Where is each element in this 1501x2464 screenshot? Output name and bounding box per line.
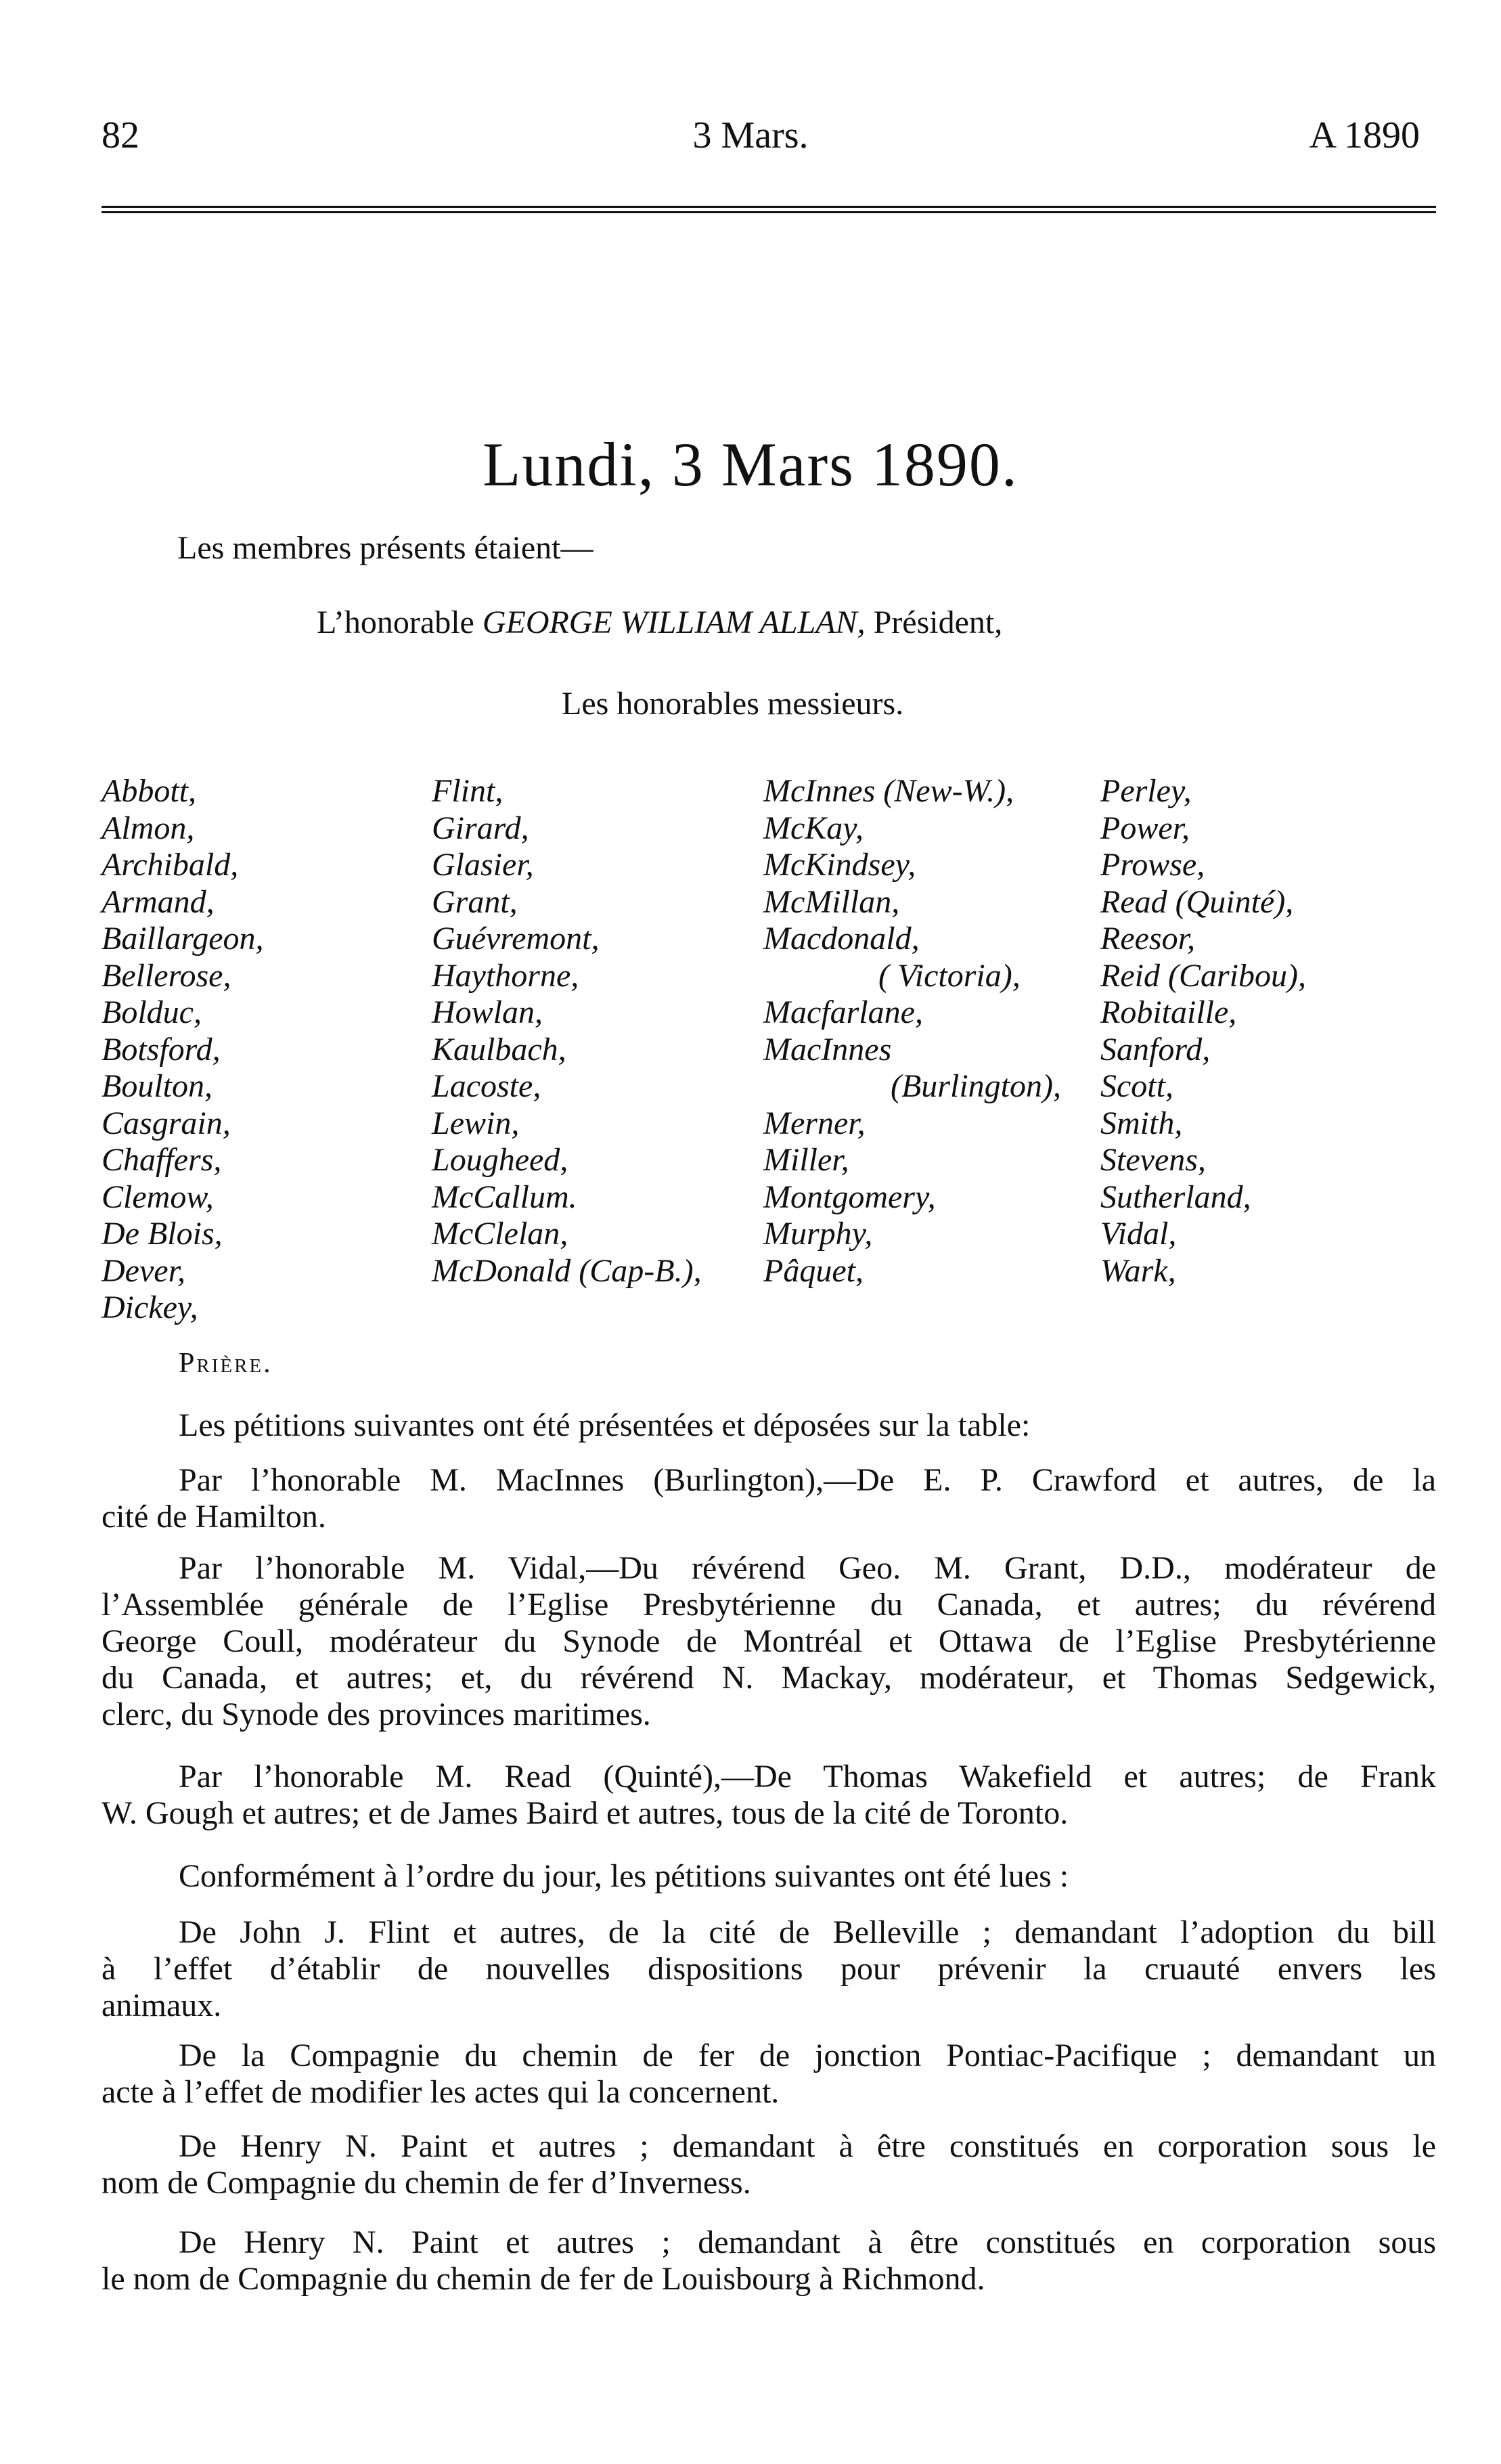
member-name: Reesor, [1100, 921, 1195, 956]
priere-heading: Prière. [179, 1348, 273, 1379]
member-name: Power, [1100, 810, 1190, 846]
member-name: Robitaille, [1100, 994, 1237, 1030]
member-name: Montgomery, [763, 1179, 936, 1215]
paragraph-line: animaux. [102, 1987, 222, 2023]
member-name: Read (Quinté), [1100, 883, 1294, 920]
members-intro: Les membres présents étaient— [177, 530, 593, 566]
member-name: Dickey, [102, 1290, 198, 1325]
member-name: MacInnes [763, 1031, 892, 1068]
member-name: Bellerose, [102, 957, 231, 994]
member-name: Vidal, [1100, 1216, 1177, 1252]
session-title: Lundi, 3 Mars 1890. [483, 430, 1018, 499]
paragraph-petition-louisbourg [102, 2224, 1436, 2297]
paragraph-line: clerc, du Synode des provinces maritimes. [102, 1696, 651, 1732]
paragraph-line: nom de Compagnie du chemin de fer d’Inverness. [102, 2165, 751, 2201]
member-name: McKay, [763, 810, 864, 846]
member-name: Baillargeon, [102, 921, 264, 956]
member-name: Scott, [1100, 1068, 1173, 1104]
member-name: Clemow, [102, 1179, 214, 1215]
member-name: Sutherland, [1100, 1179, 1251, 1215]
honorables-heading: Les honorables messieurs. [562, 686, 904, 722]
member-name: McMillan, [763, 883, 900, 920]
member-name: Pâquet, [763, 1252, 864, 1289]
member-name: Glasier, [432, 847, 534, 883]
member-name: Wark, [1100, 1252, 1176, 1289]
paragraph-line: George Coull, modérateur du Synode de Montréal et Ottawa de l’Eglise Presbytérienne [102, 1623, 1436, 1659]
member-name: McKindsey, [763, 847, 916, 883]
member-name: Lacoste, [432, 1068, 541, 1104]
paragraph-line: acte à l’effet de modifier les actes qui la concernent. [102, 2074, 780, 2110]
page-header-year: A 1890 [1309, 114, 1420, 156]
member-name: Merner, [763, 1105, 866, 1141]
member-name: Perley, [1100, 773, 1192, 809]
member-name: Smith, [1100, 1105, 1183, 1141]
member-name: Haythorne, [432, 957, 579, 994]
paragraph-line: De Henry N. Paint et autres ; demandant à être constitués en corporation sous le [179, 2128, 1436, 2164]
member-name: Casgrain, [102, 1105, 231, 1141]
header-rule-top [102, 206, 1436, 208]
member-name: Bolduc, [102, 994, 202, 1030]
member-name: Sanford, [1100, 1031, 1211, 1068]
president-prefix: L’honorable [317, 604, 474, 640]
paragraph-line: à l’effet d’établir de nouvelles dispositions pour prévenir la cruauté envers les [102, 1951, 1436, 1987]
paragraph-petition-inverness [102, 2128, 1436, 2201]
member-name: Guévremont, [432, 921, 600, 956]
member-name: McInnes (New-W.), [763, 773, 1014, 809]
member-name: Macdonald, [763, 921, 920, 956]
member-name: ( Victoria), [878, 957, 1021, 994]
member-name: Girard, [432, 810, 529, 846]
members-column-2 [432, 773, 702, 1290]
paragraph-petition-read [102, 1759, 1436, 1832]
member-name: Armand, [102, 883, 215, 920]
member-name: Kaulbach, [432, 1031, 566, 1068]
member-name: McCallum. [432, 1179, 577, 1215]
paragraph-petition-macinnes [102, 1462, 1436, 1535]
paragraph-line: le nom de Compagnie du chemin de fer de Louisbourg à Richmond. [102, 2261, 985, 2297]
member-name: Reid (Caribou), [1100, 957, 1306, 994]
member-name: Archibald, [102, 847, 239, 883]
member-name: Almon, [102, 810, 195, 846]
member-name: Dever, [102, 1252, 185, 1289]
paragraph-line: Par l’honorable M. Vidal,—Du révérend Geo. M. Grant, D.D., modérateur de [179, 1550, 1436, 1586]
president-line [317, 604, 1003, 640]
paragraph-line: cité de Hamilton. [102, 1499, 326, 1535]
member-name: Lewin, [432, 1105, 520, 1141]
paragraph-petition-flint [102, 1914, 1436, 2024]
paragraph-petition-pontiac [102, 2038, 1436, 2111]
president-role: Président, [873, 604, 1003, 640]
petitions-intro: Les pétitions suivantes ont été présentées et déposées sur la table: [179, 1407, 1031, 1443]
members-column-1 [102, 773, 264, 1327]
ordre-du-jour-line: Conformément à l’ordre du jour, les pétitions suivantes ont été lues : [179, 1858, 1069, 1894]
paragraph-line: W. Gough et autres; et de James Baird et autres, tous de la cité de Toronto. [102, 1795, 1069, 1831]
member-name: Murphy, [763, 1216, 873, 1252]
members-column-4 [1100, 773, 1306, 1290]
member-name: Macfarlane, [763, 994, 923, 1030]
member-name: Grant, [432, 883, 518, 920]
paragraph-line: du Canada, et autres; et, du révérend N. Mackay, modérateur, et Thomas Sedgewick, [102, 1660, 1436, 1696]
member-name: Lougheed, [432, 1142, 568, 1178]
member-name: Stevens, [1100, 1142, 1206, 1178]
page-header-date: 3 Mars. [692, 114, 809, 156]
member-name: Chaffers, [102, 1142, 222, 1178]
member-name: Boulton, [102, 1068, 212, 1104]
member-name: Flint, [432, 773, 503, 809]
paragraph-line: Par l’honorable M. MacInnes (Burlington),—De E. P. Crawford et autres, de la [179, 1462, 1436, 1498]
member-name: De Blois, [102, 1216, 223, 1252]
paragraph-line: De la Compagnie du chemin de fer de jonction Pontiac-Pacifique ; demandant un [179, 2038, 1436, 2073]
member-name: Botsford, [102, 1031, 221, 1068]
paragraph-line: l’Assemblée générale de l’Eglise Presbytérienne du Canada, et autres; du révérend [102, 1587, 1436, 1623]
member-name: (Burlington), [891, 1068, 1061, 1104]
paragraph-line: Par l’honorable M. Read (Quinté),—De Thomas Wakefield et autres; de Frank [179, 1759, 1436, 1795]
page-number: 82 [102, 114, 139, 156]
member-name: McDonald (Cap-B.), [432, 1252, 702, 1289]
member-name: Abbott, [102, 773, 196, 809]
member-name: Howlan, [432, 994, 543, 1030]
member-name: Prowse, [1100, 847, 1205, 883]
members-column-3 [763, 773, 1061, 1290]
president-name: GEORGE WILLIAM ALLAN, [482, 604, 866, 640]
header-rule-bottom [102, 211, 1436, 213]
member-name: Miller, [763, 1142, 849, 1178]
paragraph-petition-vidal [102, 1550, 1436, 1733]
member-name: McClelan, [432, 1216, 568, 1252]
paragraph-line: De John J. Flint et autres, de la cité de Belleville ; demandant l’adoption du bill [179, 1914, 1436, 1950]
paragraph-line: De Henry N. Paint et autres ; demandant à être constitués en corporation sous [179, 2224, 1436, 2260]
